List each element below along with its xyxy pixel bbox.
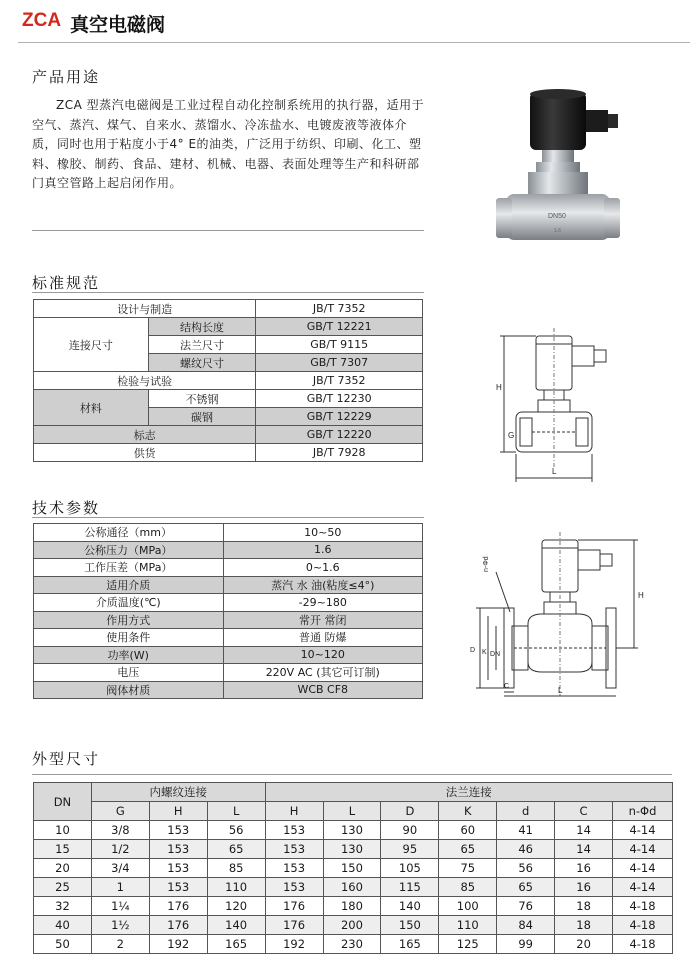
dim-cell: 140 (207, 916, 265, 935)
dim-cell: 65 (207, 840, 265, 859)
body-marking: DN50 (548, 213, 566, 220)
dim-label-dn: DN (490, 651, 501, 658)
table-row (34, 859, 673, 878)
dim-cell: 130 (323, 840, 381, 859)
dn-cell: 10 (34, 821, 92, 840)
dim-cell: 18 (555, 897, 613, 916)
dim-cell: 192 (265, 935, 323, 954)
flanged-valve-diagram (466, 528, 662, 702)
section-divider (32, 292, 424, 293)
std-label: 螺纹尺寸 (148, 354, 256, 372)
dim-cell: 153 (149, 878, 207, 897)
table-row (34, 840, 673, 859)
table-row (34, 629, 423, 647)
dim-cell: 130 (323, 821, 381, 840)
dim-label-g: G (508, 431, 515, 440)
param-label: 阀体材质 (34, 681, 224, 699)
dim-cell: 115 (381, 878, 439, 897)
dim-cell: 95 (381, 840, 439, 859)
dim-label-d: D (470, 647, 476, 654)
dim-cell: 100 (439, 897, 497, 916)
std-group: 材料 (34, 390, 149, 426)
param-value: 220V AC (其它可订制) (223, 664, 423, 682)
flange-group-header: 法兰连接 (265, 783, 672, 802)
dim-cell: 153 (265, 859, 323, 878)
dim-cell: 56 (497, 859, 555, 878)
dim-cell: 65 (497, 878, 555, 897)
dim-cell: 4-18 (613, 897, 673, 916)
dim-cell: 110 (207, 878, 265, 897)
dim-label-h: H (496, 383, 502, 392)
section-divider (32, 517, 424, 518)
param-label: 公称压力（MPa） (34, 541, 224, 559)
table-row (34, 300, 423, 318)
std-value: GB/T 12221 (256, 318, 423, 336)
param-label: 使用条件 (34, 629, 224, 647)
dim-cell: 41 (497, 821, 555, 840)
dim-cell: 200 (323, 916, 381, 935)
dim-cell: 120 (207, 897, 265, 916)
std-group: 连接尺寸 (34, 318, 149, 372)
col-header: D (381, 802, 439, 821)
dim-cell: 85 (439, 878, 497, 897)
dim-cell: 153 (149, 859, 207, 878)
dim-cell: 176 (265, 897, 323, 916)
body-submarking: 1.6 (554, 228, 561, 234)
dim-cell: 75 (439, 859, 497, 878)
standards-title: 标准规范 (32, 274, 101, 292)
dim-label-h: H (638, 591, 644, 600)
dim-cell: 14 (555, 821, 613, 840)
std-label: 碳钢 (148, 408, 256, 426)
std-value: JB/T 7352 (256, 372, 423, 390)
col-header: K (439, 802, 497, 821)
std-label: 不锈钢 (148, 390, 256, 408)
table-row (34, 646, 423, 664)
dim-cell: 165 (381, 935, 439, 954)
dim-label-l: L (558, 686, 563, 695)
param-label: 电压 (34, 664, 224, 682)
brand-mark: ZCA (22, 10, 62, 31)
params-table (33, 523, 423, 699)
dim-cell: 105 (381, 859, 439, 878)
dim-cell: 4-18 (613, 916, 673, 935)
dim-cell: 160 (323, 878, 381, 897)
dimensions-title: 外型尺寸 (32, 750, 101, 768)
dim-cell: 150 (323, 859, 381, 878)
section-divider (32, 230, 424, 231)
dim-cell: 99 (497, 935, 555, 954)
table-row (34, 390, 423, 408)
dim-cell: 90 (381, 821, 439, 840)
dim-label-c: C (504, 683, 510, 690)
standards-table (33, 299, 423, 462)
table-row (34, 594, 423, 612)
dim-cell: 125 (439, 935, 497, 954)
std-label: 设计与制造 (34, 300, 256, 318)
dim-cell: 84 (497, 916, 555, 935)
dim-cell: 140 (381, 897, 439, 916)
section-divider (32, 774, 672, 775)
param-value: 0~1.6 (223, 559, 423, 577)
dim-label-l: L (552, 467, 557, 476)
product-photo (490, 88, 640, 258)
table-row (34, 524, 423, 542)
std-value: JB/T 7928 (256, 444, 423, 462)
table-row (34, 318, 423, 336)
param-label: 工作压差（MPa） (34, 559, 224, 577)
dim-cell: 176 (265, 916, 323, 935)
usage-title: 产品用途 (32, 68, 101, 86)
param-value: 普通 防爆 (223, 629, 423, 647)
dim-cell: 176 (149, 897, 207, 916)
dim-cell: 1/2 (91, 840, 149, 859)
dn-header: DN (34, 783, 92, 821)
usage-paragraph: ZCA 型蒸汽电磁阀是工业过程自动化控制系统用的执行器，适用于空气、蒸汽、煤气、自来水、蒸馏水、冷冻盐水、电镀废液等液体介质，同时也用于粘度小于4° E的油类，广泛用于纺织、印刷、化工、塑料、橡胶、制药、食品、建材、机械、电器、表面处理等生产和科研部门真空管路上起启闭作用。 (32, 98, 425, 190)
param-value: 1.6 (223, 541, 423, 559)
table-row (34, 916, 673, 935)
table-row (34, 681, 423, 699)
dim-cell: 153 (149, 821, 207, 840)
std-value: GB/T 12230 (256, 390, 423, 408)
dim-cell: 60 (439, 821, 497, 840)
dim-cell: 153 (265, 821, 323, 840)
param-value: WCB CF8 (223, 681, 423, 699)
dn-cell: 15 (34, 840, 92, 859)
dn-cell: 40 (34, 916, 92, 935)
std-label: 供货 (34, 444, 256, 462)
dim-cell: 16 (555, 859, 613, 878)
dim-cell: 1½ (91, 916, 149, 935)
dim-cell: 46 (497, 840, 555, 859)
dim-cell: 153 (265, 840, 323, 859)
dim-cell: 165 (207, 935, 265, 954)
table-row (34, 611, 423, 629)
std-value: GB/T 12220 (256, 426, 423, 444)
dim-cell: 110 (439, 916, 497, 935)
dn-cell: 32 (34, 897, 92, 916)
table-row (34, 426, 423, 444)
dimensions-table (33, 782, 673, 954)
param-label: 公称通径（mm） (34, 524, 224, 542)
dim-cell: 153 (265, 878, 323, 897)
dim-cell: 2 (91, 935, 149, 954)
dim-cell: 3/4 (91, 859, 149, 878)
dim-cell: 150 (381, 916, 439, 935)
table-row (34, 664, 423, 682)
dim-cell: 76 (497, 897, 555, 916)
param-value: 常开 常闭 (223, 611, 423, 629)
dim-cell: 85 (207, 859, 265, 878)
param-label: 介质温度(℃) (34, 594, 224, 612)
dim-cell: 65 (439, 840, 497, 859)
table-row (34, 372, 423, 390)
std-value: GB/T 7307 (256, 354, 423, 372)
thread-group-header: 内螺纹连接 (91, 783, 265, 802)
param-label: 适用介质 (34, 576, 224, 594)
table-row (34, 444, 423, 462)
std-label: 法兰尺寸 (148, 336, 256, 354)
dim-cell: 56 (207, 821, 265, 840)
table-row (34, 541, 423, 559)
table-row (34, 559, 423, 577)
table-row (34, 576, 423, 594)
dim-cell: 176 (149, 916, 207, 935)
col-header: L (207, 802, 265, 821)
std-value: GB/T 12229 (256, 408, 423, 426)
std-value: GB/T 9115 (256, 336, 423, 354)
col-header: n-Φd (613, 802, 673, 821)
col-header: d (497, 802, 555, 821)
param-label: 功率(W) (34, 646, 224, 664)
threaded-valve-diagram (484, 318, 644, 490)
table-row (34, 878, 673, 897)
col-header: L (323, 802, 381, 821)
table-row (34, 935, 673, 954)
dn-cell: 25 (34, 878, 92, 897)
dim-cell: 180 (323, 897, 381, 916)
dim-cell: 4-14 (613, 840, 673, 859)
dn-cell: 50 (34, 935, 92, 954)
dim-cell: 16 (555, 878, 613, 897)
dim-cell: 20 (555, 935, 613, 954)
std-label: 结构长度 (148, 318, 256, 336)
dim-cell: 153 (149, 840, 207, 859)
std-value: JB/T 7352 (256, 300, 423, 318)
page-title: 真空电磁阀 (70, 14, 166, 36)
param-value: 10~50 (223, 524, 423, 542)
table-row (34, 821, 673, 840)
dn-cell: 20 (34, 859, 92, 878)
dim-cell: 18 (555, 916, 613, 935)
param-label: 作用方式 (34, 611, 224, 629)
dim-cell: 4-14 (613, 859, 673, 878)
dim-cell: 4-18 (613, 935, 673, 954)
dim-cell: 1¼ (91, 897, 149, 916)
col-header: H (149, 802, 207, 821)
dim-cell: 3/8 (91, 821, 149, 840)
dim-label-nphid: n-Φd (483, 556, 490, 572)
param-value: -29~180 (223, 594, 423, 612)
std-label: 检验与试验 (34, 372, 256, 390)
param-value: 蒸汽 水 油(粘度≤4°) (223, 576, 423, 594)
params-title: 技术参数 (32, 499, 101, 517)
dim-label-k: K (482, 649, 487, 656)
dim-cell: 1 (91, 878, 149, 897)
dim-cell: 14 (555, 840, 613, 859)
param-value: 10~120 (223, 646, 423, 664)
dim-cell: 4-14 (613, 878, 673, 897)
col-header: G (91, 802, 149, 821)
dim-cell: 4-14 (613, 821, 673, 840)
dim-cell: 192 (149, 935, 207, 954)
std-label: 标志 (34, 426, 256, 444)
col-header: H (265, 802, 323, 821)
col-header: C (555, 802, 613, 821)
table-row (34, 897, 673, 916)
dim-cell: 230 (323, 935, 381, 954)
